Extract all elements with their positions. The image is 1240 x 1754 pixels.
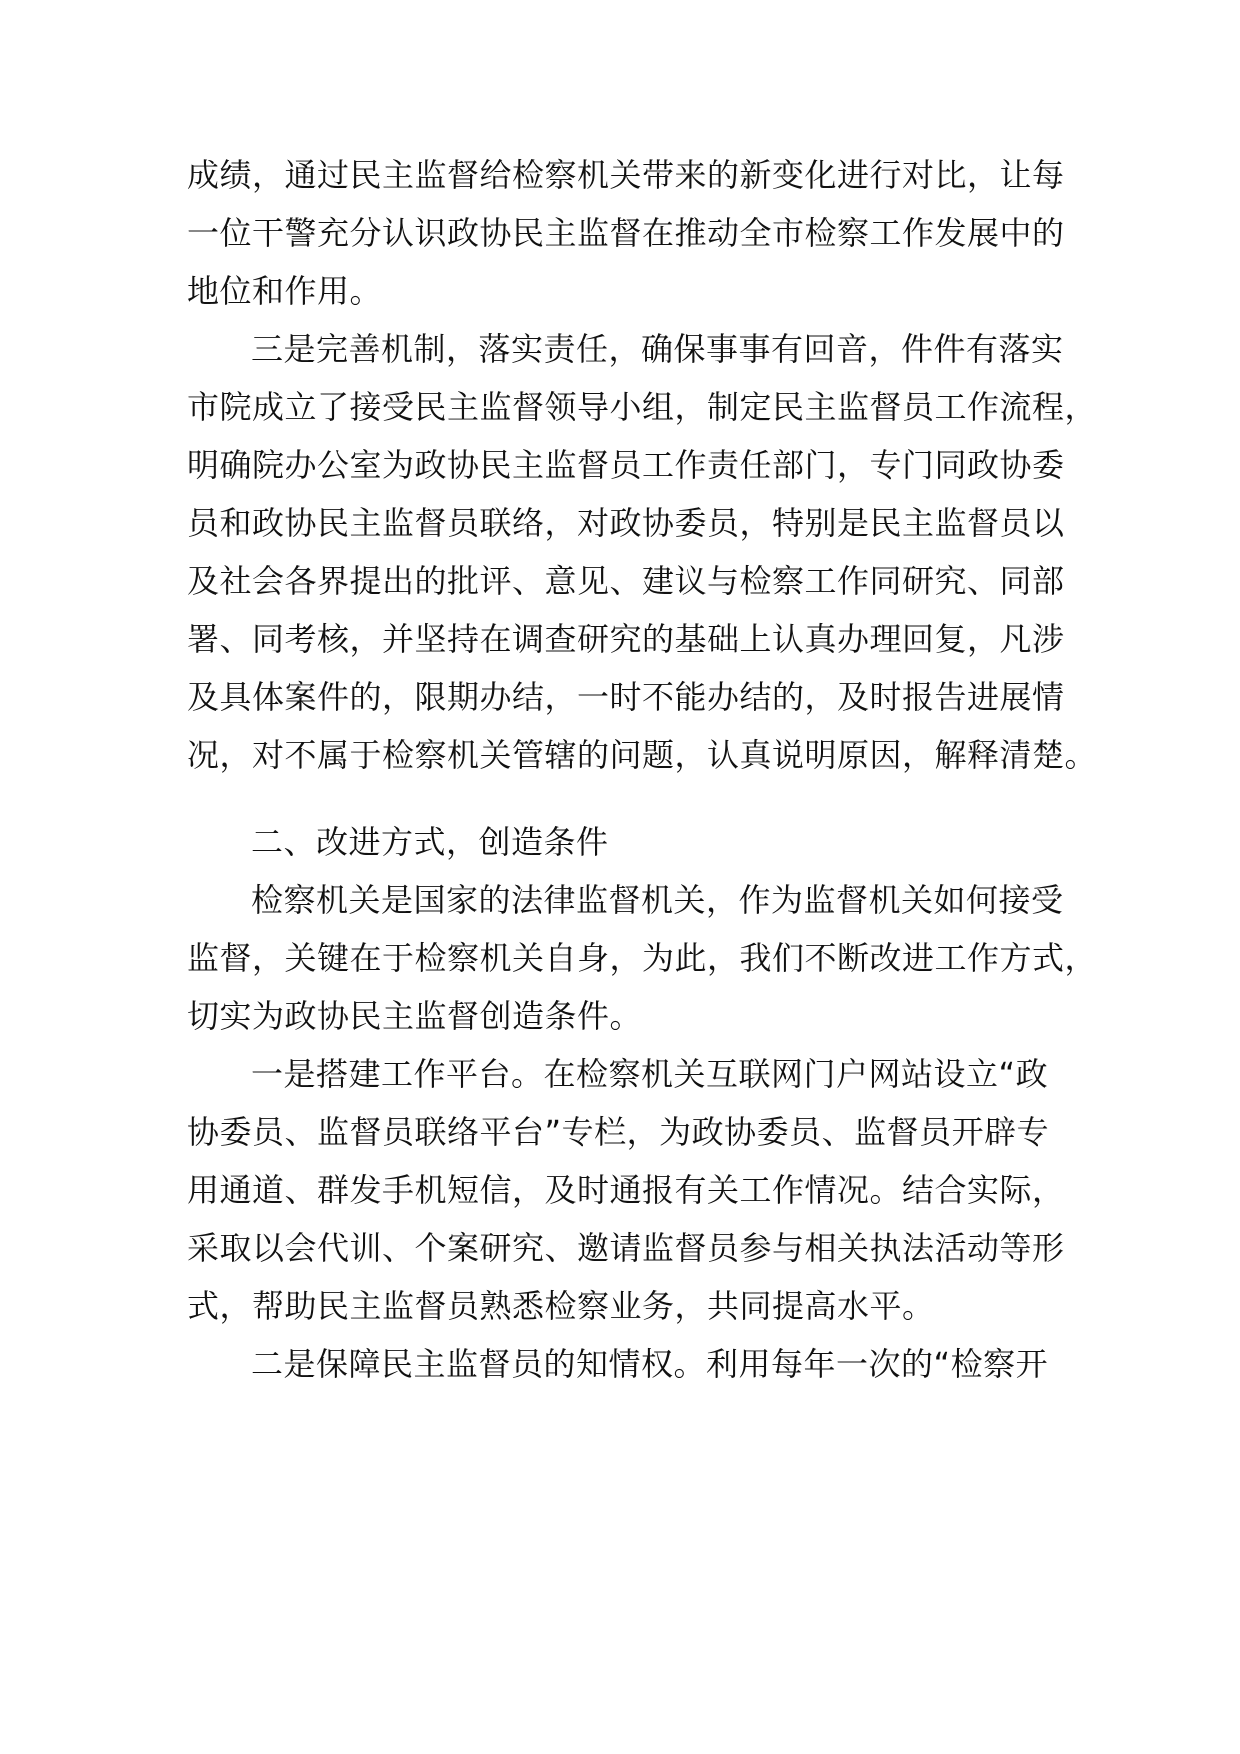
text-line: 成绩，通过民主监督给检察机关带来的新变化进行对比，让每 [187, 156, 1065, 194]
text-line: 用通道、群发手机短信，及时通报有关工作情况。结合实际， [187, 1171, 1065, 1209]
text-line: 市院成立了接受民主监督领导小组，制定民主监督员工作流程， [187, 388, 1098, 426]
text-line: 明确院办公室为政协民主监督员工作责任部门，专门同政协委 [187, 446, 1065, 484]
paragraph-start-line: 三是完善机制，落实责任，确保事事有回音，件件有落实 [251, 330, 1064, 368]
text-line: 协委员、监督员联络平台”专栏，为政协委员、监督员开辟专 [187, 1113, 1050, 1151]
text-line: 及具体案件的，限期办结，一时不能办结的，及时报告进展情 [187, 678, 1065, 716]
paragraph-start-line: 二是保障民主监督员的知情权。利用每年一次的“检察开 [251, 1345, 1049, 1383]
text-line: 一位干警充分认识政协民主监督在推动全市检察工作发展中的 [187, 214, 1065, 252]
text-line: 署、同考核，并坚持在调查研究的基础上认真办理回复，凡涉 [187, 620, 1065, 658]
text-line: 切实为政协民主监督创造条件。 [187, 997, 643, 1035]
paragraph-start-line: 检察机关是国家的法律监督机关，作为监督机关如何接受 [251, 881, 1064, 919]
section-heading: 二、改进方式，创造条件 [251, 823, 609, 861]
text-line: 监督，关键在于检察机关自身，为此，我们不断改进工作方式， [187, 939, 1098, 977]
text-line: 员和政协民主监督员联络，对政协委员，特别是民主监督员以 [187, 504, 1065, 542]
text-line: 及社会各界提出的批评、意见、建议与检察工作同研究、同部 [187, 562, 1065, 600]
text-line: 采取以会代训、个案研究、邀请监督员参与相关执法活动等形 [187, 1229, 1065, 1267]
text-line: 地位和作用。 [187, 272, 383, 310]
paragraph-start-line: 一是搭建工作平台。在检察机关互联网门户网站设立“政 [251, 1055, 1049, 1093]
text-line: 况，对不属于检察机关管辖的问题，认真说明原因，解释清楚。 [187, 736, 1098, 774]
text-line: 式，帮助民主监督员熟悉检察业务，共同提高水平。 [187, 1287, 935, 1325]
